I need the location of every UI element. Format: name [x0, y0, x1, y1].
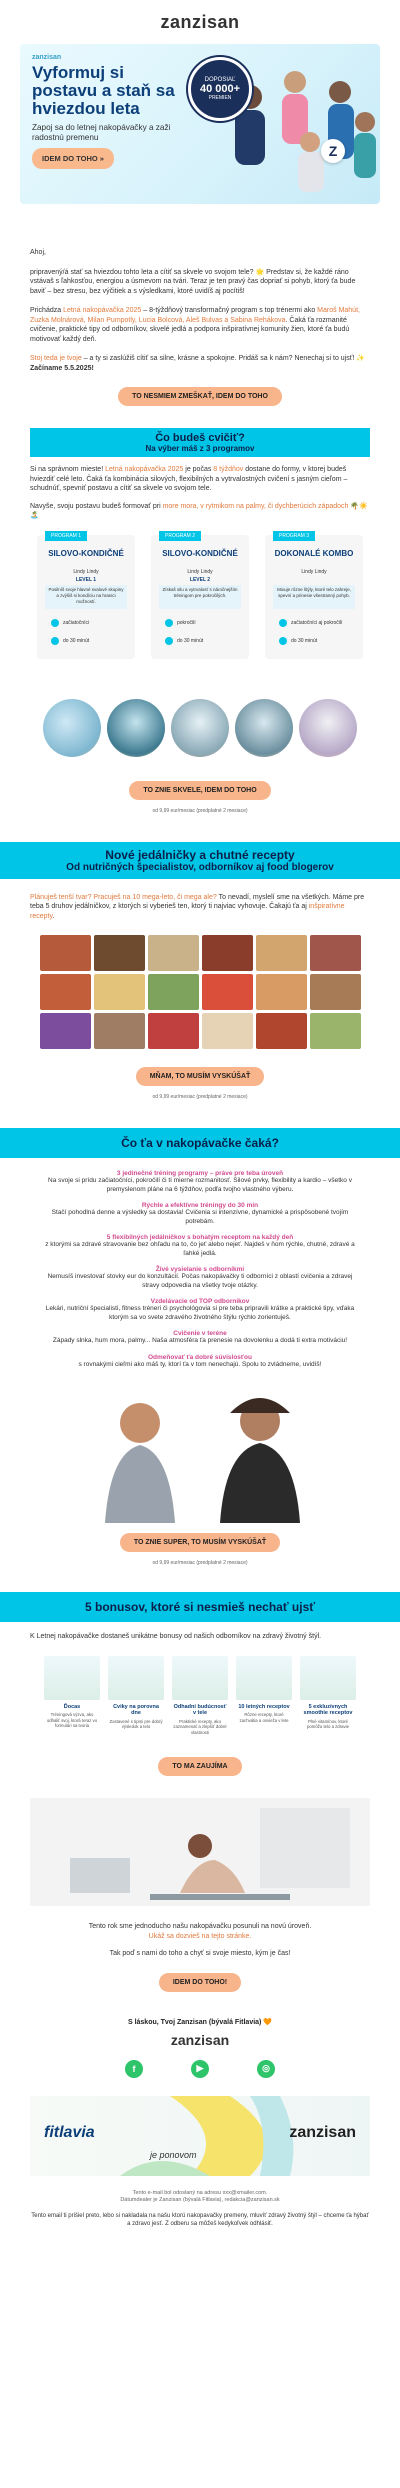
program-r1: začiatočníci aj pokročilí [291, 619, 343, 626]
bonus-list [0, 1656, 400, 1736]
social-links [0, 2060, 400, 2078]
workout-photo-4 [235, 699, 293, 757]
food-photo [202, 974, 253, 1010]
program-title: SILOVO-KONDIČNÉ [48, 548, 124, 558]
program-tag: PROGRAM 1 [45, 531, 87, 541]
intro-start-date: Začíname 5.5.2025! [30, 364, 94, 372]
recepty-link-1[interactable]: Plánuješ tenší tvar? Pracuješ na 10 mega-leto, či mega ale? [30, 893, 217, 901]
caka-cta-button[interactable]: TO ZNIE SUPER, TO MUSÍM VYSKÚŠAŤ [120, 1533, 280, 1552]
caka-item [40, 1266, 360, 1290]
recepty-cta-button[interactable]: MŇAM, TO MUSÍM VYSKÚŠAŤ [136, 1067, 265, 1086]
section-recepty-header [0, 842, 400, 879]
program-card-3[interactable] [265, 532, 363, 659]
bonusy-cta-button[interactable]: TO MA ZAUJÍMA [158, 1757, 241, 1776]
caka-item-text: Nemusíš investovať stovky eur do konzultácií. Počas nakopávačky ti odborníci z oblastí cvičenia a zdravej stravy odpovedia na všetky tvoje otázky. [47, 1273, 353, 1289]
bonus-item [300, 1656, 356, 1736]
price-note: od 9,99 eur/mesiac (predplatné 2 mesiace) [152, 1094, 248, 1100]
program-r2: do 30 minút [177, 637, 204, 644]
greeting: Ahoj, [30, 249, 46, 256]
program-r2: do 30 minút [63, 637, 90, 644]
bonus-title: 5 exkluzívnych smoothie receptov [303, 1703, 353, 1716]
program-row-level [165, 619, 196, 627]
cvicit-paragraph-2 [0, 502, 400, 521]
program-level: LEVEL 1 [75, 576, 97, 583]
signoff: S láskou, Tvoj Zanzisan (bývalá Fitlavia) 🧡 [127, 2018, 273, 2026]
bonus-desc: Zostavené s tipmi pre dobrý výsledok a telo [109, 1718, 163, 1729]
caka-item-text: Na svoje si prídu začiatočníci, pokročilí či tí mierne rozmanitosť. Silové prvky, flexibility a kardio – všetko v premyslenom pláne na 6 týždňov, podľa tvojho vlastného výberu. [48, 1177, 352, 1193]
bonusy-intro: K Letnej nakopávačke dostaneš unikátne bonusy od našich odborníkov na zdravý životný štýl. [30, 1633, 322, 1640]
cvicit-p2-b: 🌴☀️🏝️ [30, 502, 368, 519]
food-photo [40, 935, 91, 971]
bonus-item [44, 1656, 100, 1736]
bonus-item [172, 1656, 228, 1736]
food-photo [40, 974, 91, 1010]
closing-paragraph-1: Tento rok sme jednoducho našu nakopávačku posunuli na novú úroveň. [88, 1923, 312, 1930]
cvicit-places-link[interactable]: more mora, v rytmikom na palmy, či dychberúcich západoch [162, 502, 349, 510]
bonus-image [44, 1656, 100, 1700]
cvicit-weeks-link[interactable]: 8 týždňov [213, 466, 244, 473]
program-row-time [279, 637, 317, 645]
fitlavia-logo: fitlavia [44, 2123, 95, 2141]
program-tag: PROGRAM 3 [273, 531, 315, 541]
hero-brand: zanzisan [32, 54, 62, 61]
intro-trainers-link[interactable]: Maroš Mahút, Zuzka Molnárová, Milan Pumpotly, Lucia Bolcová, Aleš Bulvas a Sabina Rehákova [30, 307, 360, 324]
bonus-image [172, 1656, 228, 1700]
caka-list [0, 1170, 400, 1369]
price-note: od 9,99 eur/mesiac (predplatné 2 mesiace) [152, 807, 248, 814]
bonus-title: 10 letných receptov [238, 1703, 290, 1710]
program-trainers: Lindy Lindy [73, 568, 99, 575]
program-trainers: Lindy Lindy [187, 568, 213, 575]
cvicit-p1-c: dostane do formy, v ktorej budeš hviezdiť celé leto. Čaká ťa kombinácia silových, flexibilných a vytrvalostných cvičení s jasným cieľom – schudnúť, spevniť postavu a cítiť sa skvele vo svojom tele. [30, 466, 348, 492]
food-photo [256, 935, 307, 971]
bonus-image [236, 1656, 292, 1700]
food-photo [148, 1013, 199, 1049]
closing-link [0, 1932, 400, 1942]
caka-item-heading: 3 jedinečné tréning programy – práve pre teba úroveň [116, 1170, 284, 1177]
caka-item-heading: Cvičenie v teréne [173, 1330, 227, 1337]
level-icon [51, 619, 59, 627]
footer-logo[interactable]: zanzisan [170, 2031, 230, 2048]
program-card-1[interactable] [37, 532, 135, 659]
badge-bottom: PREMIEN [208, 95, 232, 101]
program-r1: začiatočníci [63, 619, 90, 626]
bonus-desc: Praktické recepty, ako zaznamenať a zlepšiť dobré vlastnosti [173, 1718, 227, 1735]
caka-item [40, 1202, 360, 1226]
level-icon [165, 619, 173, 627]
cvicit-program-link[interactable]: Letná nakopávačka 2025 [105, 466, 184, 473]
intro-p2-text: Prichádza [30, 307, 64, 314]
program-desc: Mixuje rôzne štýly, ktoré telo zahreje, spevní a prinesie všestranný pohyb. [273, 585, 355, 609]
food-photo [310, 935, 361, 971]
recepty-paragraph [0, 893, 400, 922]
food-photo [256, 974, 307, 1010]
bonus-desc: Tréningová výzva, ako odhaliť svoj, ktorá teraz vo formulári sa tvoria [46, 1712, 98, 1728]
caka-item-text: Západy slnka, hum mora, palmy... Naša atmosféra ťa prenesie na dovolenku a dodá ti extra motiváciu! [52, 1337, 348, 1344]
closing-cta-button[interactable]: IDEM DO TOHO! [159, 1973, 241, 1992]
facebook-icon[interactable]: f [125, 2060, 143, 2078]
intro-paragraph-1: pripravený/á stať sa hviezdou tohto leta a cítiť sa skvele vo svojom tele? 🌟 Predstav si, že každé ráno vstávaš s ľahkosťou, energiou a úsmevom na tvári. Teraz je ten pravý čas dopriať si pohyb, ktorý ťa bude baviť – bez stresu, bez výčitiek a s výsledkami, ktoré uvidíš aj pocítiš! [30, 268, 356, 295]
program-row-time [165, 637, 203, 645]
bonus-title: Odhadni budúcnosť v tele [173, 1703, 227, 1716]
food-photo [310, 1013, 361, 1049]
caka-item [40, 1234, 360, 1258]
caka-item-text: Lekári, nutriční špecialisti, fitness tréneri či psychológovia si pre teba pripravili krátke a praktické tipy, vďaka ktorým sa vo svete zdravého životného štýlu rýchlo zorientuješ. [45, 1305, 355, 1321]
caka-item-heading: 5 flexibilných jedálničkov s bohatým receptom na každý deň [106, 1234, 294, 1241]
food-photo [94, 1013, 145, 1049]
intro-paragraph-3 [0, 354, 400, 373]
hero-cta-button[interactable]: IDEM DO TOHO » [32, 148, 114, 169]
food-photo [148, 935, 199, 971]
footer-line-3: Tento email ti prišiel preto, lebo si nakladala na našu ktorú nakopavačky premeny, mluvíť zdravý životný štýl – chceme ťa hýbať a zdravo jesť. Z odberu sa môžeš kedykoľvek odhlásiť. [31, 2212, 369, 2227]
food-photo [256, 1013, 307, 1049]
workout-photo-5 [299, 699, 357, 757]
workout-photos [0, 699, 400, 757]
level-icon [279, 619, 287, 627]
price-note: od 9,99 eur/mesiac (predplatné 2 mesiace) [152, 1560, 248, 1566]
cvicit-paragraph-1 [0, 465, 400, 494]
food-photo [148, 974, 199, 1010]
footer-line-1: Tento e-mail bol odoslaný na adresu xxx@xmailer.com. [132, 2189, 268, 2196]
food-photo [94, 935, 145, 971]
section-recepty-title: Nové jedálničky a chutné recepty [105, 847, 295, 862]
hero-banner[interactable] [20, 44, 380, 204]
premien-badge [188, 57, 252, 121]
cvicit-p1-b: je počas [183, 466, 214, 473]
footer-line-2: Dátumdealer je Zanzisan (bývalá Fitlavia), redakcia@zanzisan.sk [120, 2196, 280, 2203]
workout-photo-2 [107, 699, 165, 757]
bonus-title: Ďocas [63, 1703, 81, 1710]
intro-cta-button[interactable]: TO NESMIEM ZMEŠKAŤ, IDEM DO TOHO [118, 387, 282, 406]
program-r2: do 30 minút [291, 637, 318, 644]
food-photo [202, 1013, 253, 1049]
cvicit-p1-a: Si na správnom mieste! [30, 466, 106, 473]
closing-paragraph-2: Tak poď s nami do toho a chyť si svoje miesto, kým je čas! [109, 1950, 291, 1957]
clock-icon [279, 637, 287, 645]
section-caka-title: Čo ťa v nakopávačke čaká? [0, 1128, 400, 1158]
food-photo [202, 935, 253, 971]
badge-number: 40 000+ [199, 83, 241, 95]
caka-item-heading: Odmeňovať ťa dobré súvislosťou [148, 1353, 252, 1361]
bonus-desc: Rôzne recepty, ktoré zachvátia a osvieža v lete [239, 1712, 289, 1723]
intro-paragraph-2 [0, 306, 400, 344]
caka-item-heading: Vzdelávacie od TOP odborníkov [150, 1298, 250, 1305]
program-r1: pokročilí [177, 619, 196, 626]
bonus-item [108, 1656, 164, 1736]
cvicit-p2-a: Navyše, svoju postavu budeš formovať pri [30, 502, 163, 510]
clock-icon [51, 637, 59, 645]
program-title: SILOVO-KONDIČNÉ [162, 548, 238, 558]
bonus-desc: Plné vitamínov, ktoré pomôžu telo a zdravie [306, 1718, 350, 1729]
intro-program-link[interactable]: Letná nakopávačka 2025 [63, 307, 142, 314]
section-bonusy-title: 5 bonusov, ktoré si nesmieš nechať ujsť [0, 1592, 400, 1622]
caka-item [40, 1354, 360, 1370]
section-recepty-subtitle: Od nutričných špecialistov, odborníkov aj food blogerov [66, 861, 334, 873]
intro-p3-text: – a ty si zaslúžiš cítiť sa silne, krásne a spokojne. Pridáš sa k nám? Nenechaj si to ujsť! ✨ [81, 355, 365, 362]
youtube-icon[interactable]: ▶ [191, 2060, 209, 2078]
recepty-link-2[interactable]: inšpiratívne recepty [30, 903, 345, 920]
closing-page-link[interactable]: Ukáž sa dozvieš na tejto stránke. [148, 1932, 252, 1940]
caka-item [40, 1330, 360, 1346]
clock-icon [165, 637, 173, 645]
bonus-title: Cviky na porovna dne [113, 1703, 159, 1716]
section-cvicit-header [30, 428, 370, 457]
program-level: LEVEL 2 [189, 576, 211, 583]
caka-item-heading: Živé vysielanie s odborníkmi [155, 1266, 245, 1273]
program-card-2[interactable] [151, 532, 249, 659]
instagram-icon[interactable]: ◎ [257, 2060, 275, 2078]
workout-photo-3 [171, 699, 229, 757]
hero-subtitle: Zapoj sa do letnej nakopávačky a zaži radostnú premenu [32, 123, 171, 142]
section-cvicit-title: Čo budeš cvičiť? [155, 432, 245, 444]
caka-item-text: Stačí pohodlná denne a výsledky sa dostavia! Cvičenia si intenzívne, dynamické a prispôsobené tvojím potrebám. [51, 1209, 349, 1225]
program-row-level [51, 619, 89, 627]
food-photo-grid [0, 935, 400, 1049]
intro-p2-text-b: – 8-týždňový transformačný program s top trénermi ako [141, 307, 318, 314]
intro-p3-link[interactable]: Stoj teda je tvoje [30, 355, 82, 362]
section-cvicit-subtitle: Na výber máš z 3 programov [145, 444, 255, 453]
recepty-p1-b: To nevadí, myslelí sme na všetkých. Máme pre teba 5 druhov jedálničkov, z ktorých si vyberieš ten, ktorý ti najviac vyhovuje. Čakajú ťa aj [30, 893, 365, 910]
rebrand-arrow-text: je ponovom [150, 2149, 197, 2160]
badge-top: DOPOSIAĽ [204, 77, 236, 83]
program-title: DOKONALÉ KOMBO [274, 548, 354, 558]
program-trainers: Lindy Lindy [301, 568, 327, 575]
program-desc: Posilníš svoje hlavné svalové skupiny a zvýšiš si kondíciu na hranici možností. [45, 585, 127, 609]
workout-laptop-illustration [30, 1798, 370, 1906]
program-cards [0, 532, 400, 659]
program-desc: Získaš silu a vytrvalosť s náročnejším tréningom pre pokročilých. [159, 585, 241, 609]
trainers-photo [70, 1383, 330, 1523]
caka-item [40, 1170, 360, 1194]
program-row-time [51, 637, 89, 645]
rebrand-banner [30, 2096, 370, 2176]
caka-item-heading: Rýchle a efektívne tréningy do 30 min [141, 1202, 259, 1209]
hero-title: Vyformuj si postavu a staň sa hviezdou leta [32, 63, 175, 118]
intro-p2-text-c: . Čaká ťa rozmanité cvičenie, praktické tipy od odborníkov, skvelé jedlá a podpora inšpiratívnej komunity žien, ktoré ťa budú motivovať každý deň. [30, 316, 350, 343]
brand-logo[interactable]: zanzisan [160, 11, 240, 32]
food-photo [94, 974, 145, 1010]
program-row-level [279, 619, 342, 627]
caka-item [40, 1298, 360, 1322]
program-tag: PROGRAM 2 [159, 531, 201, 541]
recepty-p1-c: . [52, 912, 55, 920]
workout-photo-1 [43, 699, 101, 757]
zanzisan-logo: zanzisan [289, 2123, 356, 2141]
zanzisan-z-icon: Z [321, 139, 345, 163]
food-photo [310, 974, 361, 1010]
food-photo [40, 1013, 91, 1049]
cvicit-cta-button[interactable]: TO ZNIE SKVELE, IDEM DO TOHO [129, 781, 270, 800]
bonus-item [236, 1656, 292, 1736]
caka-item-text: s rovnakými cieľmi ako máš ty, ktorí ťa v tom nenechajú. Spolu to zvládneme, uvidíš! [78, 1360, 322, 1368]
bonus-image [300, 1656, 356, 1700]
workout-laptop-photo [30, 1798, 370, 1906]
bonus-image [108, 1656, 164, 1700]
caka-item-text: z ktorými sa zdravé stravovanie bez ohľadu na to, čo jeť alebo nejeť. Najdeš v ňom rýchle, chutné, zdravé a ľahké jedlá. [45, 1241, 355, 1257]
